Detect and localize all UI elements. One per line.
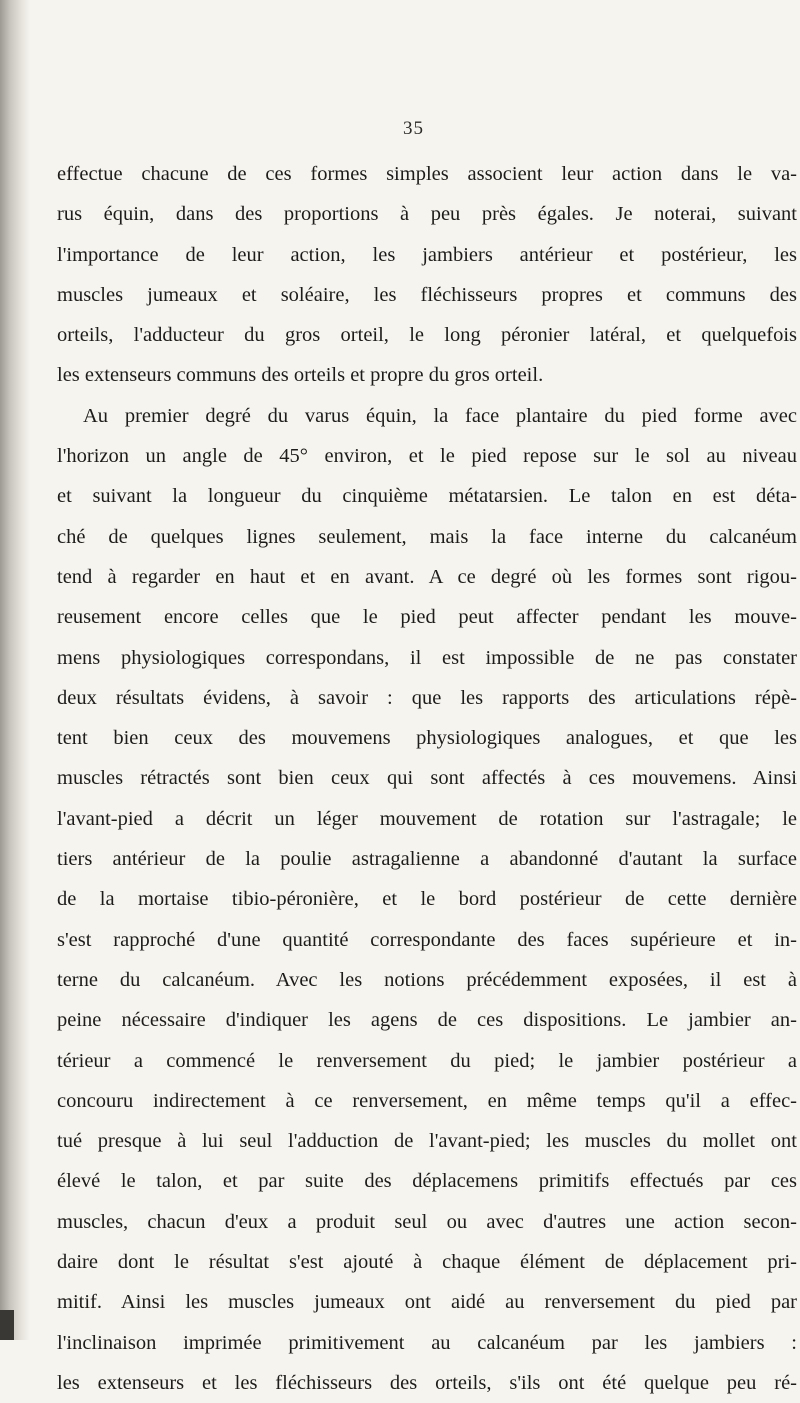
text-line: peine nécessaire d'indiquer les agens de ces dispositions. Le jambier an- [57,1009,797,1032]
text-line: reusement encore celles que le pied peut affecter pendant les mouve- [57,606,797,629]
text-line: tué presque à lui seul l'adduction de l'avant-pied; les muscles du mollet ont [57,1130,797,1153]
text-line: mens physiologiques correspondans, il est impossible de ne pas constater [57,646,797,669]
text-line: muscles rétractés sont bien ceux qui sont affectés à ces mouvemens. Ainsi [57,767,797,790]
text-line: l'avant-pied a décrit un léger mouvement de rotation sur l'astragale; le [57,807,797,830]
text-line: mitif. Ainsi les muscles jumeaux ont aidé au renversement du pied par [57,1291,797,1314]
text-line: muscles jumeaux et soléaire, les fléchisseurs propres et communs des [57,283,797,306]
text-line: concouru indirectement à ce renversement, en même temps qu'il a effec- [57,1089,797,1112]
text-line: térieur a commencé le renversement du pied; le jambier postérieur a [57,1049,797,1072]
text-line: tiers antérieur de la poulie astragalienne a abandonné d'autant la surface [57,848,797,871]
text-line: muscles, chacun d'eux a produit seul ou avec d'autres une action secon- [57,1210,797,1233]
text-line: tend à regarder en haut et en avant. A ce degré où les formes sont rigou- [57,565,797,588]
text-line: élevé le talon, et par suite des déplacemens primitifs effectués par ces [57,1170,797,1193]
text-line: et suivant la longueur du cinquième métatarsien. Le talon en est déta- [57,485,797,508]
text-line: ché de quelques lignes seulement, mais la face interne du calcanéum [57,525,797,548]
binding-shadow [0,1310,14,1340]
text-line: deux résultats évidens, à savoir : que les rapports des articulations répè- [57,686,797,709]
body-text [57,154,797,1403]
text-line: de la mortaise tibio-péronière, et le bord postérieur de cette dernière [57,888,797,911]
text-line: daire dont le résultat s'est ajouté à chaque élément de déplacement pri- [57,1251,797,1274]
book-binding-edge [0,0,30,1340]
page-number: 35 [403,118,424,139]
text-line: les extenseurs communs des orteils et propre du gros orteil. [57,364,544,387]
text-line: Au premier degré du varus équin, la face plantaire du pied forme avec [83,404,797,427]
text-line: tent bien ceux des mouvemens physiologiques analogues, et que les [57,727,797,750]
text-line: l'importance de leur action, les jambiers antérieur et postérieur, les [57,243,797,266]
text-line: rus équin, dans des proportions à peu près égales. Je noterai, suivant [57,203,797,226]
text-line: orteils, l'adducteur du gros orteil, le long péronier latéral, et quelquefois [57,324,797,347]
text-line: s'est rapproché d'une quantité correspondante des faces supérieure et in- [57,928,797,951]
text-line: les extenseurs et les fléchisseurs des orteils, s'ils ont été quelque peu ré- [57,1371,797,1394]
text-line: l'inclinaison imprimée primitivement au calcanéum par les jambiers : [57,1331,797,1354]
text-line: terne du calcanéum. Avec les notions précédemment exposées, il est à [57,968,797,991]
text-line: effectue chacune de ces formes simples associent leur action dans le va- [57,163,797,185]
text-line: l'horizon un angle de 45° environ, et le pied repose sur le sol au niveau [57,445,797,468]
